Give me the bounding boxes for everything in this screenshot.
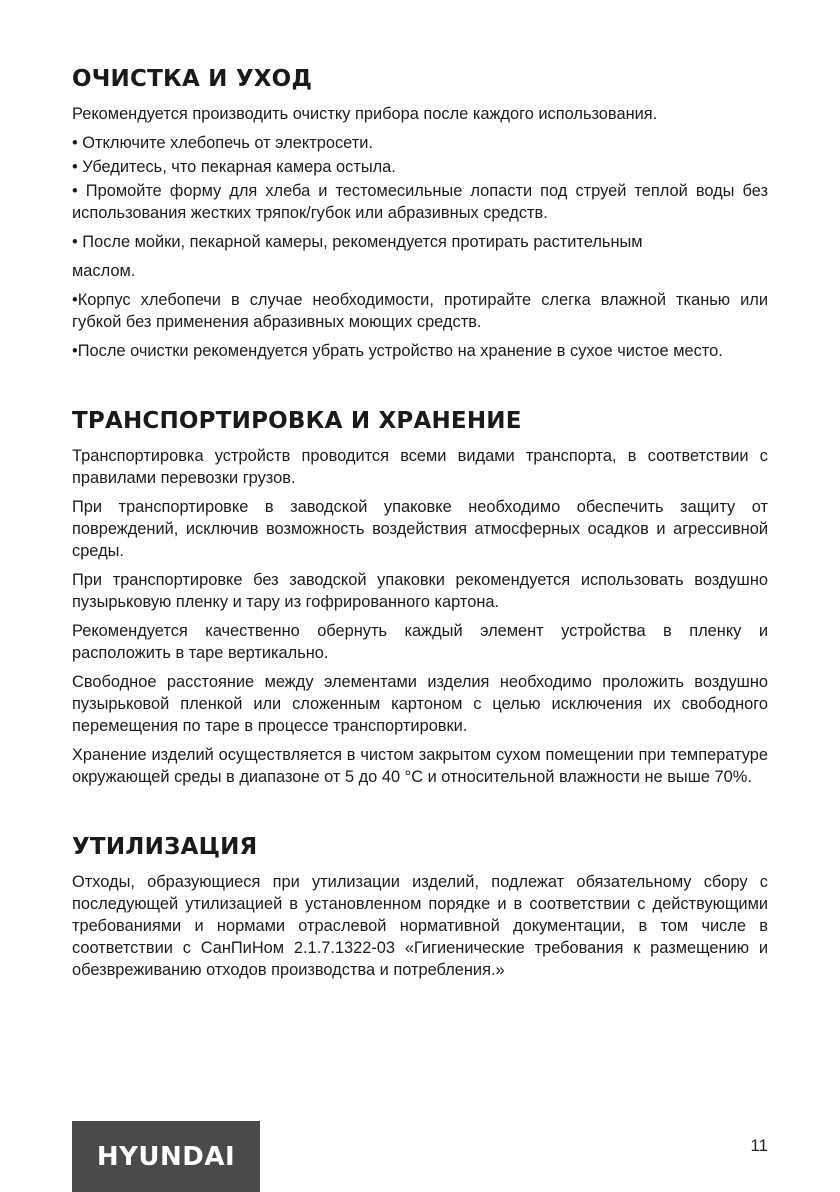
paragraph: Транспортировка устройств проводится всеми видами транспорта, в соответствии с правилами перевозки грузов. — [72, 447, 768, 487]
bullet-item: • После мойки, пекарной камеры, рекомендуется протирать растительным — [72, 233, 643, 251]
section-transport-storage — [72, 406, 768, 788]
bullet-item: • Промойте форму для хлеба и тестомесильные лопасти под струей теплой воды без использования жестких тряпок/губок или абразивных средств. — [72, 182, 768, 222]
brand-logo — [72, 1121, 260, 1192]
page-number: 11 — [750, 1136, 768, 1155]
document-page — [72, 64, 768, 1025]
paragraph: Свободное расстояние между элементами изделия необходимо проложить воздушно пузырьковой пленкой или сложенным картоном с целью исключения их свободного перемещения по таре в процессе транспортировки. — [72, 673, 768, 735]
paragraph: При транспортировке без заводской упаковки рекомендуется использовать воздушно пузырьковую пленку и тару из гофрированного картона. — [72, 571, 768, 611]
paragraph: Рекомендуется производить очистку прибора после каждого использования. — [72, 105, 658, 123]
section-title-disposal: УТИЛИЗАЦИЯ — [72, 834, 258, 860]
section-cleaning — [72, 64, 768, 362]
paragraph: Отходы, образующиеся при утилизации изделий, подлежат обязательному сбору с последующей утилизацией в установленном порядке и в соответствии с действующими требованиями и нормами отраслевой нормативной документации, в том числе в соответствии с СанПиНом 2.1.7.1322-03 «Гигиенические требования к размещению и обезвреживанию отходов производства и потребления.» — [72, 873, 768, 979]
bullet-item: • Убедитесь, что пекарная камера остыла. — [72, 158, 396, 176]
paragraph: При транспортировке в заводской упаковке необходимо обеспечить защиту от повреждений, исключив возможность воздействия атмосферных осадков и агрессивной среды. — [72, 498, 768, 560]
brand-logo-text: HYUNDAI — [96, 1141, 236, 1172]
bullet-item: • Отключите хлебопечь от электросети. — [72, 134, 373, 152]
bullet-item: •Корпус хлебопечи в случае необходимости, протирайте слегка влажной тканью или губкой без применения абразивных моющих средств. — [72, 291, 768, 331]
section-title-transport-storage: ТРАНСПОРТИРОВКА И ХРАНЕНИЕ — [72, 408, 522, 434]
paragraph: Рекомендуется качественно обернуть каждый элемент устройства в пленку и расположить в таре вертикально. — [72, 622, 768, 662]
section-title-cleaning: ОЧИСТКА И УХОД — [72, 66, 313, 92]
section-disposal — [72, 832, 768, 981]
bullet-item: •После очистки рекомендуется убрать устройство на хранение в сухое чистое место. — [72, 342, 723, 360]
bullet-item-continuation: маслом. — [72, 262, 136, 280]
paragraph: Хранение изделий осуществляется в чистом закрытом сухом помещении при температуре окружающей среды в диапазоне от 5 до 40 °C и относительной влажности не выше 70%. — [72, 746, 768, 786]
